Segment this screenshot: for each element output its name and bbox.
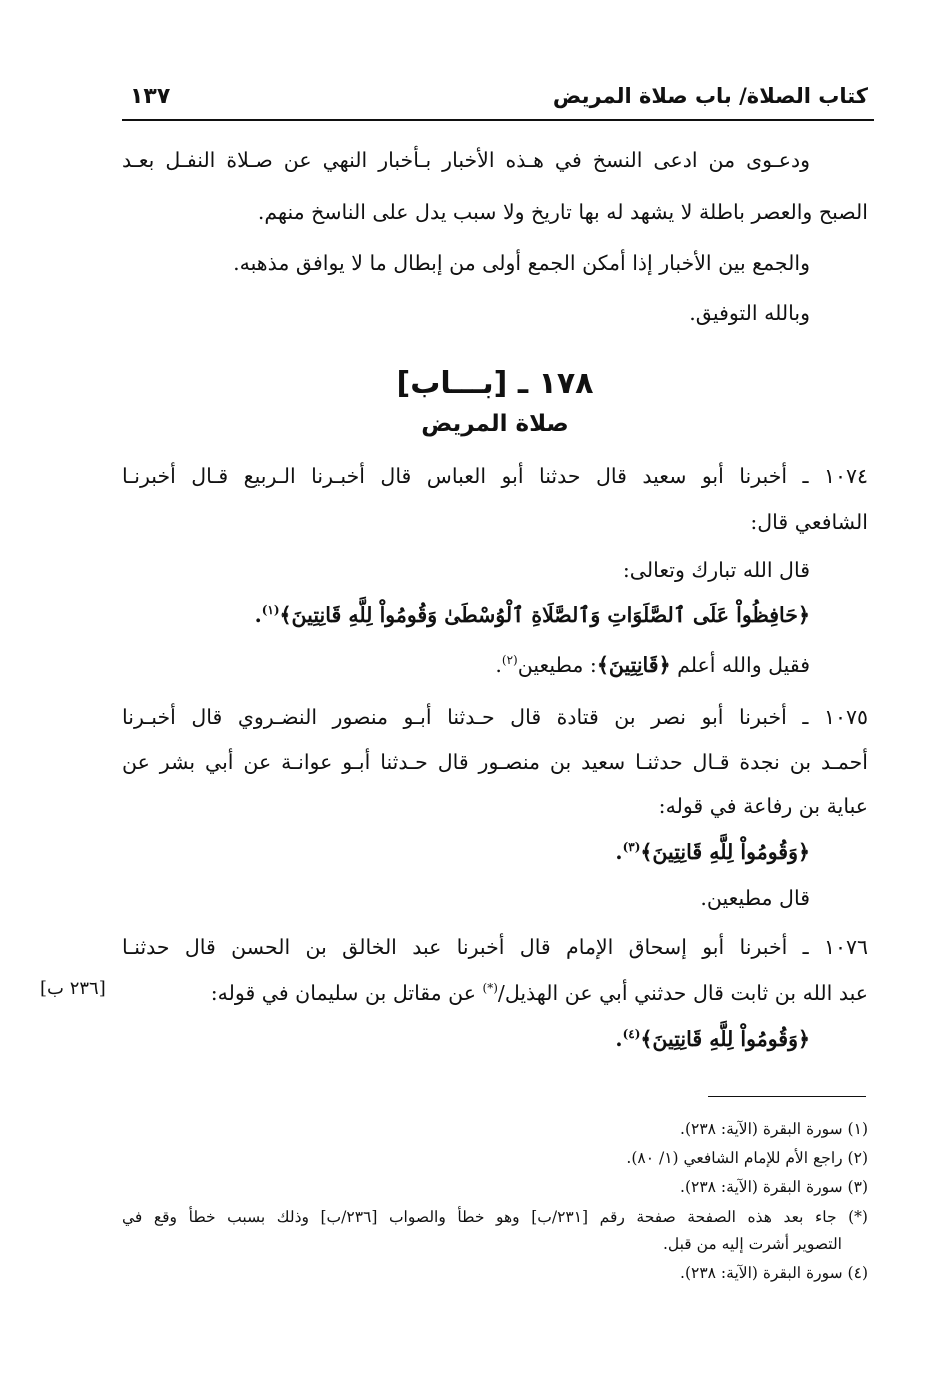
verse-end: . [254, 603, 262, 627]
page-number: ١٣٧ [130, 84, 171, 109]
quran-verse [122, 832, 810, 872]
verse-text: ﴿وَقُومُواْ لِلَّهِ قَانِتِينَ﴾ [640, 840, 810, 864]
hadith-1076-text: عن مقاتل بن سليمان في قوله: [210, 981, 483, 1005]
hadith-1076-line [122, 973, 868, 1013]
interpretation-text: فقيل والله أعلم [670, 653, 810, 677]
paragraph-line: وبالله التوفيق. [689, 301, 810, 325]
hadith-1075-line: أحمـد بن نجدة قـال حدثنـا سعيد بن منصـور قال حـدثنا أبـو عوانـة عن أبي بشر عن [122, 750, 868, 774]
footnote-ref: (٣) [622, 840, 641, 855]
verse-text: ﴿حَافِظُواْ عَلَى ٱلصَّلَوَاتِ وَٱلصَّلَاةِ ٱلْوُسْطَىٰ وَقُومُواْ لِلَّهِ قَانِتِينَ﴾ [279, 603, 810, 627]
footnote-ref: (*) [482, 981, 498, 996]
footnote-ref: (١) [261, 603, 280, 618]
interpretation-line [122, 645, 810, 685]
footnote-rule [708, 1096, 866, 1097]
verse-end: . [615, 840, 623, 864]
manuscript-folio-note: [٢٣٦ ب] [40, 978, 106, 999]
footnote: (٣) سورة البقرة (الآية: ٢٣٨). [680, 1178, 868, 1196]
footnote-continuation: التصوير أشرت إليه من قبل. [662, 1235, 842, 1253]
running-header [122, 78, 868, 118]
hadith-1076-line: ١٠٧٦ ـ أخبرنا أبو إسحاق الإمام قال أخبرنا عبد الخالق بن الحسن قال حدثنـا [122, 935, 868, 959]
paragraph-line: الصبح والعصر باطلة لا يشهد له بها تاريخ ولا سبب يدل على الناسخ منهم. [257, 200, 868, 224]
hadith-1074-text: ١٠٧٤ ـ أخبرنا أبو سعيد قال حدثنا أبو العباس قال أخبـرنا الـربيع قـال أخبرنـا [122, 464, 868, 488]
footnote-ref: (٤) [622, 1027, 641, 1042]
chapter-running-title: كتاب الصلاة/ باب صلاة المريض [552, 84, 868, 108]
chapter-title: صلاة المريض [421, 411, 569, 437]
footnote: (٢) راجع الأم للإمام الشافعي (١/ ٨٠). [626, 1149, 868, 1167]
hadith-1075-line: عباية بن رفاعة في قوله: [658, 794, 868, 818]
hadith-1074-line: الشافعي قال: [750, 510, 868, 534]
interpretation-text: : مطيعين [517, 653, 597, 677]
quote-intro: قال الله تبارك وتعالى: [622, 558, 810, 582]
verse-text: ﴿وَقُومُواْ لِلَّهِ قَانِتِينَ﴾ [640, 1027, 810, 1051]
quran-verse [122, 1019, 810, 1059]
quran-verse [122, 595, 810, 635]
footnote: (*) جاء بعد هذه الصفحة صفحة رقم [٢٣١/ب] وهو خطأ والصواب [٢٣٦/ب] وذلك بسبب خطأ وقع في [122, 1208, 868, 1226]
chapter-heading: ١٧٨ ـ [بـــاب] [396, 366, 594, 401]
footnote: (٤) سورة البقرة (الآية: ٢٣٨). [680, 1264, 868, 1282]
hadith-1075-conclusion: قال مطيعين. [700, 886, 810, 910]
header-rule [122, 119, 874, 121]
paragraph-line: ودعـوى من ادعى النسخ في هـذه الأخبار بـأخبار النهي عن صـلاة النفـل بعـد [122, 148, 810, 172]
footnote: (١) سورة البقرة (الآية: ٢٣٨). [680, 1120, 868, 1138]
hadith-1074-line [122, 456, 868, 496]
hadith-1075-line: ١٠٧٥ ـ أخبرنا أبو نصر بن قتادة قال حـدثنا أبـو منصور النضـروي قال أخبـرنا [122, 705, 868, 729]
footnote-ref: (٢) [501, 653, 518, 668]
verse-end: . [615, 1027, 623, 1051]
hadith-1076-text: عبد الله بن ثابت قال حدثني أبي عن الهذيل/ [497, 981, 868, 1005]
paragraph-line: والجمع بين الأخبار إذا أمكن الجمع أولى من إبطال ما لا يوافق مذهبه. [233, 251, 810, 275]
quran-word: ﴿قَانِتِينَ﴾ [596, 653, 671, 677]
sentence-end: . [495, 653, 502, 677]
